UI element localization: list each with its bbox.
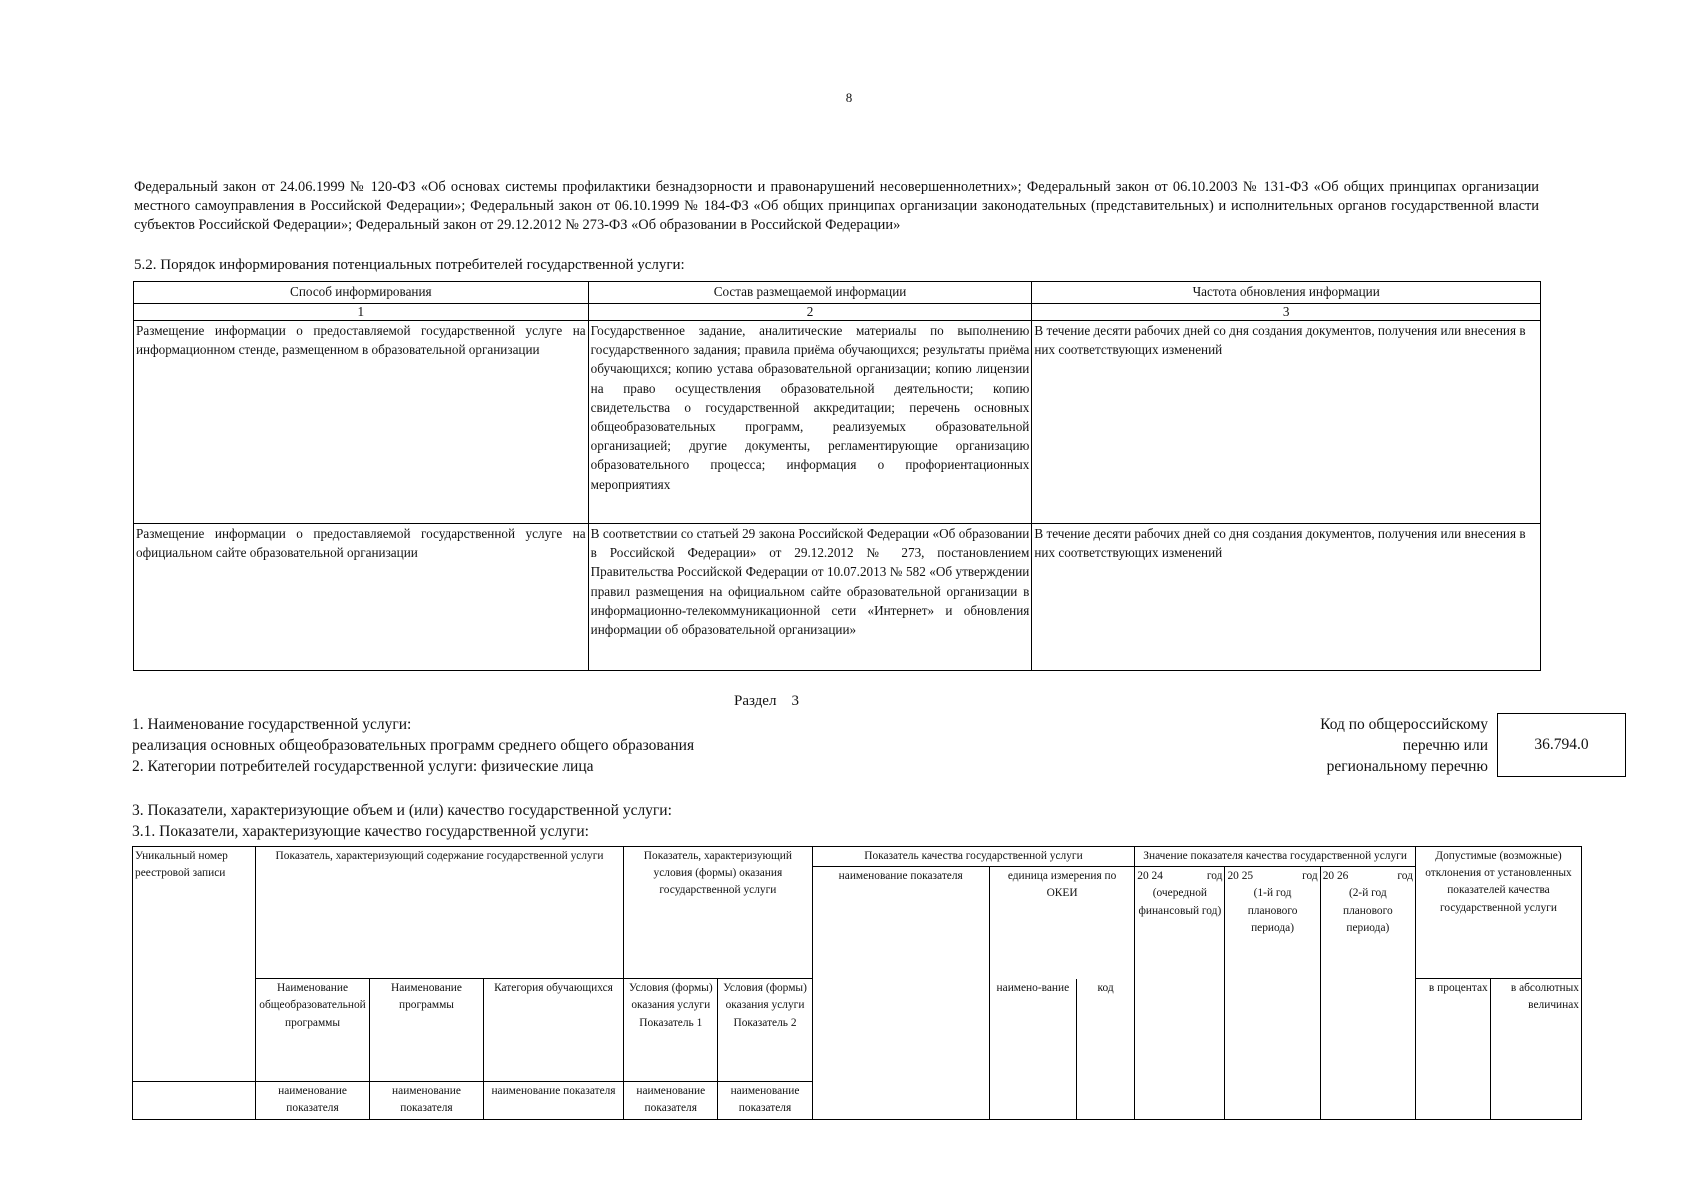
- year-word: год: [1397, 870, 1413, 883]
- year-note: (1-й год планового периода): [1247, 887, 1298, 934]
- sub-indicator-name: наименование показателя: [370, 1082, 484, 1119]
- year-number: 24: [1151, 870, 1163, 883]
- year-word: год: [1206, 870, 1223, 883]
- header-content: Состав размещаемой информации: [588, 282, 1032, 304]
- year-prefix: 20: [1227, 870, 1239, 883]
- indicators-block: [132, 800, 672, 842]
- sub-indicator-name: наименование показателя: [483, 1082, 623, 1119]
- condition-1-header: Условия (формы) оказания услуги Показатель 1: [624, 979, 718, 1082]
- col-number-2: 2: [588, 304, 1032, 321]
- unit-name-header: наимено-вание: [989, 979, 1076, 1119]
- category-header: Категория обучающихся: [483, 979, 623, 1082]
- absolute-header: в абсолютных величинах: [1490, 979, 1581, 1119]
- unit-okei-header: единица измерения по ОКЕИ: [989, 867, 1134, 979]
- table-row: [134, 321, 1541, 524]
- unit-code-header: код: [1076, 979, 1134, 1119]
- value-indicator-header: Значение показателя качества государственной услуги: [1135, 847, 1416, 867]
- sub-indicator-name: наименование показателя: [718, 1082, 812, 1119]
- year-prefix: 20: [1322, 870, 1335, 883]
- section-heading: [734, 693, 799, 710]
- unique-number-header: Уникальный номер реестровой записи: [133, 847, 256, 1082]
- content-cell: В соответствии со статьей 29 закона Российской Федерации «Об образовании в Российской Федерации» от 29.12.2012 № 273, постановлением Правительства Российской Федерации от 10.07.2013 № 582 «Об утверждении правил размещения на официальном сайте образовательной организации в информационно-телекоммуникационной сети «Интернет» и обновления информации об образовательной организации»: [588, 524, 1032, 671]
- condition-2-header: Условия (формы) оказания услуги Показатель 2: [718, 979, 812, 1082]
- method-cell: Размещение информации о предоставляемой государственной услуге на официальном сайте образовательной организации: [134, 524, 589, 671]
- code-label-line: региональному перечню: [1326, 758, 1488, 775]
- program-header: Наименование программы: [370, 979, 484, 1082]
- col-number-3: 3: [1032, 304, 1541, 321]
- code-label: [1248, 714, 1488, 777]
- year-word: год: [1302, 870, 1318, 883]
- sub-indicator-name: наименование показателя: [624, 1082, 718, 1119]
- indicators-title: 3. Показатели, характеризующие объем и (или) качество государственной услуги:: [132, 802, 672, 819]
- section-5-2-title: 5.2. Порядок информирования потенциальных потребителей государственной услуги:: [134, 257, 685, 273]
- percent-header: в процентах: [1415, 979, 1490, 1119]
- col-number-1: 1: [134, 304, 589, 321]
- method-cell: Размещение информации о предоставляемой государственной услуге на информационном стенде, размещенном в образовательной организации: [134, 321, 589, 524]
- service-name-value: реализация основных общеобразовательных программ среднего общего образования: [132, 737, 695, 754]
- page-number: 8: [845, 90, 853, 105]
- year-2-header: [1225, 867, 1320, 1119]
- section-label: Раздел: [734, 693, 777, 709]
- quality-indicators-table: [132, 846, 1582, 1120]
- content-indicator-header: Показатель, характеризующий содержание государственной услуги: [255, 847, 623, 979]
- code-label-line: Код по общероссийскому: [1320, 716, 1488, 733]
- year-number: 25: [1241, 870, 1254, 883]
- year-prefix: 20: [1137, 870, 1149, 883]
- year-1-header: [1135, 867, 1225, 1119]
- year-number: 26: [1336, 870, 1349, 883]
- quality-indicator-header: Показатель качества государственной услуги: [812, 847, 1135, 867]
- empty-cell: [133, 1082, 256, 1119]
- table-row: [134, 524, 1541, 671]
- header-method: Способ информирования: [134, 282, 589, 304]
- deviations-header: Допустимые (возможные) отклонения от установленных показателей качества государственной услуги: [1415, 847, 1581, 979]
- section-number: 3: [791, 693, 799, 709]
- frequency-cell: В течение десяти рабочих дней со дня создания документов, получения или внесения в них соответствующих изменений: [1032, 321, 1541, 524]
- frequency-cell: В течение десяти рабочих дней со дня создания документов, получения или внесения в них соответствующих изменений: [1032, 524, 1541, 671]
- program-name-header: Наименование общеобразовательной программы: [255, 979, 369, 1082]
- service-consumers: 2. Категории потребителей государственной услуги: физические лица: [132, 758, 594, 775]
- year-note: (очередной финансовый год): [1138, 887, 1222, 917]
- informing-table: [133, 281, 1541, 671]
- quality-indicators-title: 3.1. Показатели, характеризующие качество государственной услуги:: [132, 823, 589, 840]
- header-frequency: Частота обновления информации: [1032, 282, 1541, 304]
- laws-paragraph: Федеральный закон от 24.06.1999 № 120-ФЗ «Об основах системы профилактики безнадзорности и правонарушений несовершеннолетних»; Федеральный закон от 06.10.2003 № 131-ФЗ «Об общих принципах организации местного самоуправления в Российской Федерации»; Федеральный закон от 06.10.1999 № 184-ФЗ «Об общих принципах организации законодательных (представительных) и исполнительных органов государственной власти субъектов Российской Федерации»; Федеральный закон от 29.12.2012 № 273-ФЗ «Об образовании в Российской Федерации»: [134, 179, 1539, 233]
- content-cell: Государственное задание, аналитические материалы по выполнению государственного задания; правила приёма обучающихся; результаты приёма обучающихся; копию устава образовательной организации; копию лицензии на право осуществления образовательной деятельности; копию свидетельства о государственной аккредитации; перечень основных общеобразовательных программ, реализуемых образовательной организацией; другие документы, регламентирующие организацию образовательного процесса; информация о профориентационных мероприятиях: [588, 321, 1032, 524]
- code-label-line: перечню или: [1402, 737, 1488, 754]
- year-note: (2-й год планового периода): [1342, 887, 1393, 934]
- service-block: [132, 714, 694, 777]
- service-name-label: 1. Наименование государственной услуги:: [132, 716, 412, 733]
- code-value-box: 36.794.0: [1497, 713, 1626, 777]
- year-3-header: [1320, 867, 1415, 1119]
- sub-indicator-name: наименование показателя: [255, 1082, 369, 1119]
- indicator-name-header: наименование показателя: [812, 867, 989, 1119]
- conditions-indicator-header: Показатель, характеризующий условия (формы) оказания государственной услуги: [624, 847, 812, 979]
